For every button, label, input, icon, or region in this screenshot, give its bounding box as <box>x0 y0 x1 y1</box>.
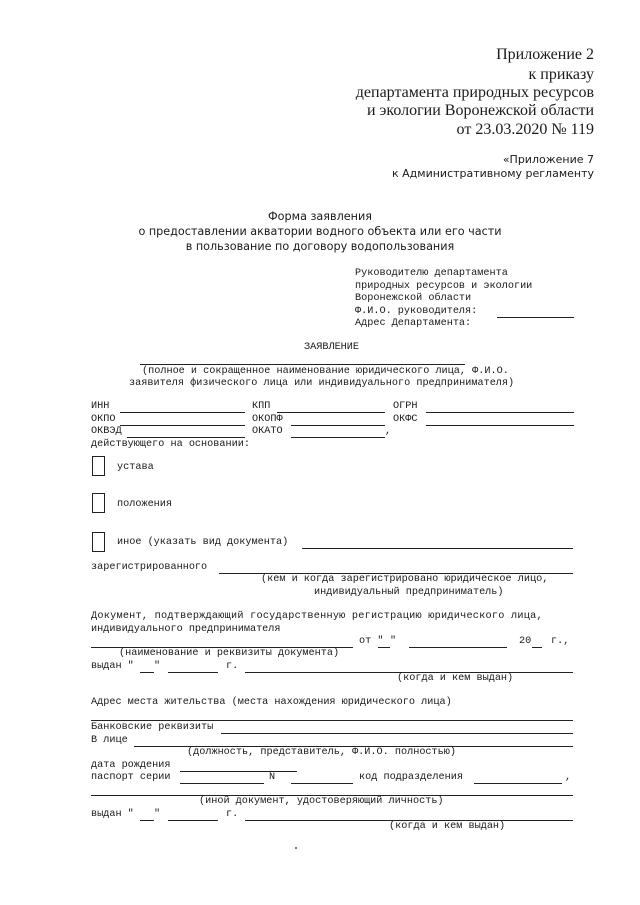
passport-series-label: паспорт серии <box>91 772 171 783</box>
statement-title: ЗАЯВЛЕНИЕ <box>304 342 360 353</box>
polozhenie-label: положения <box>117 499 173 510</box>
appendix-number: Приложение 2 <box>496 46 594 63</box>
other-document-label: иное (указать вид документа) <box>117 537 289 548</box>
address-field[interactable] <box>91 720 573 721</box>
registered-hint-1: (кем и когда зарегистрировано юридическое лицо, <box>261 574 549 585</box>
document-line-2: индивидуального предпринимателя <box>91 624 281 635</box>
document-issued-label: выдан " <box>91 661 134 672</box>
form-subtitle-2: в пользование по договору водопользования <box>185 240 455 253</box>
other-document-checkbox[interactable] <box>92 532 105 552</box>
inn-label: ИНН <box>91 401 110 412</box>
document-year-field[interactable] <box>532 647 542 648</box>
division-code-comma: , <box>565 772 572 783</box>
address-label: Адрес места жительства (места нахождения юридического лица) <box>91 697 452 708</box>
polozhenie-checkbox[interactable] <box>92 493 105 513</box>
document-line-1: Документ, подтверждающий государственную регистрацию юридического лица, <box>91 611 543 622</box>
inn-field[interactable] <box>120 412 245 413</box>
okved-field[interactable] <box>127 437 245 438</box>
okpo-field[interactable] <box>120 425 245 426</box>
okato-field[interactable] <box>291 437 385 438</box>
registered-hint-2: индивидуальный предприниматель) <box>314 587 504 598</box>
bank-details-field[interactable] <box>221 733 573 734</box>
addressee-line-3: Воронежской области <box>355 293 472 304</box>
okfs-field[interactable] <box>426 425 574 426</box>
document-day-field[interactable] <box>378 647 390 648</box>
identity-issued-day-field[interactable] <box>140 820 154 821</box>
okopf-label: ОКОПФ <box>252 414 283 425</box>
document-date-from: от " <box>359 636 384 647</box>
registered-label: зарегистрированного <box>91 562 208 573</box>
ogrn-field[interactable] <box>426 412 574 413</box>
bank-details-label: Банковские реквизиты <box>91 722 214 733</box>
kpp-field[interactable] <box>277 412 385 413</box>
regulation-label: к Административному регламенту <box>392 167 594 180</box>
head-name-field[interactable] <box>497 317 574 318</box>
ogrn-label: ОГРН <box>393 401 418 412</box>
document-issued-month-field[interactable] <box>168 672 218 673</box>
document-hint: (наименование и реквизиты документа) <box>119 648 340 659</box>
representative-hint: (должность, представитель, Ф.И.О. полностью) <box>187 747 456 758</box>
other-document-field[interactable] <box>302 548 573 549</box>
okato-label: ОКАТО <box>252 426 283 437</box>
scan-speck <box>295 847 297 849</box>
applicant-name-hint-1: (полное и сокращенное наименование юридического лица, Ф.И.О. <box>142 366 509 377</box>
passport-number-field[interactable] <box>291 783 353 784</box>
document-year-suffix: г., <box>551 636 570 647</box>
document-quote: " <box>390 636 397 647</box>
head-name-label: Ф.И.О. руководителя: <box>355 306 478 317</box>
department-name: департамента природных ресурсов <box>355 84 594 101</box>
document-issued-quote: " <box>154 661 161 672</box>
other-identity-document-hint: (иной документ, удостоверяющий личность) <box>199 796 444 807</box>
division-code-field[interactable] <box>474 783 562 784</box>
order-date: от 23.03.2020 № 119 <box>456 121 594 138</box>
representative-label: В лице <box>91 735 128 746</box>
form-title: Форма заявления <box>268 210 372 223</box>
addressee-line-2: природных ресурсов и экологии <box>355 281 533 292</box>
identity-issued-year: г. <box>226 809 239 820</box>
birth-date-field[interactable] <box>180 771 297 772</box>
document-issued-hint: (когда и кем выдан) <box>397 673 514 684</box>
passport-number-label: N <box>269 772 276 783</box>
identity-issued-label: выдан " <box>91 809 134 820</box>
document-year-prefix: 20 <box>519 636 532 647</box>
form-subtitle-1: о предоставлении акватории водного объекта или его части <box>138 225 502 238</box>
ustav-label: устава <box>117 462 154 473</box>
department-address-label: Адрес Департамента: <box>355 318 472 329</box>
passport-series-field[interactable] <box>180 783 264 784</box>
okato-comma: , <box>385 426 392 437</box>
okpo-label: ОКПО <box>91 414 116 425</box>
okopf-field[interactable] <box>291 425 385 426</box>
department-region: и экологии Воронежской области <box>366 102 594 119</box>
okved-label: ОКВЭД <box>91 426 122 437</box>
addressee-line-1: Руководителю департамента <box>355 268 508 279</box>
birth-date-label: дата рождения <box>91 760 171 771</box>
okfs-label: ОКФС <box>393 414 418 425</box>
identity-issued-quote: " <box>154 809 161 820</box>
ustav-checkbox[interactable] <box>92 456 105 476</box>
applicant-name-field[interactable] <box>140 364 465 365</box>
annex-7-label: «Приложение 7 <box>502 153 594 166</box>
kpp-label: КПП <box>252 401 271 412</box>
identity-issued-month-field[interactable] <box>168 820 218 821</box>
division-code-label: код подразделения <box>359 772 463 783</box>
document-issued-year: г. <box>226 661 239 672</box>
identity-issued-hint: (когда и кем выдан) <box>389 821 506 832</box>
document-issued-day-field[interactable] <box>140 672 154 673</box>
order-reference: к приказу <box>528 66 594 83</box>
document-month-field[interactable] <box>409 647 507 648</box>
applicant-name-hint-2: заявителя физического лица или индивидуального предпринимателя) <box>129 378 515 389</box>
basis-label: действующего на основании: <box>91 439 250 450</box>
